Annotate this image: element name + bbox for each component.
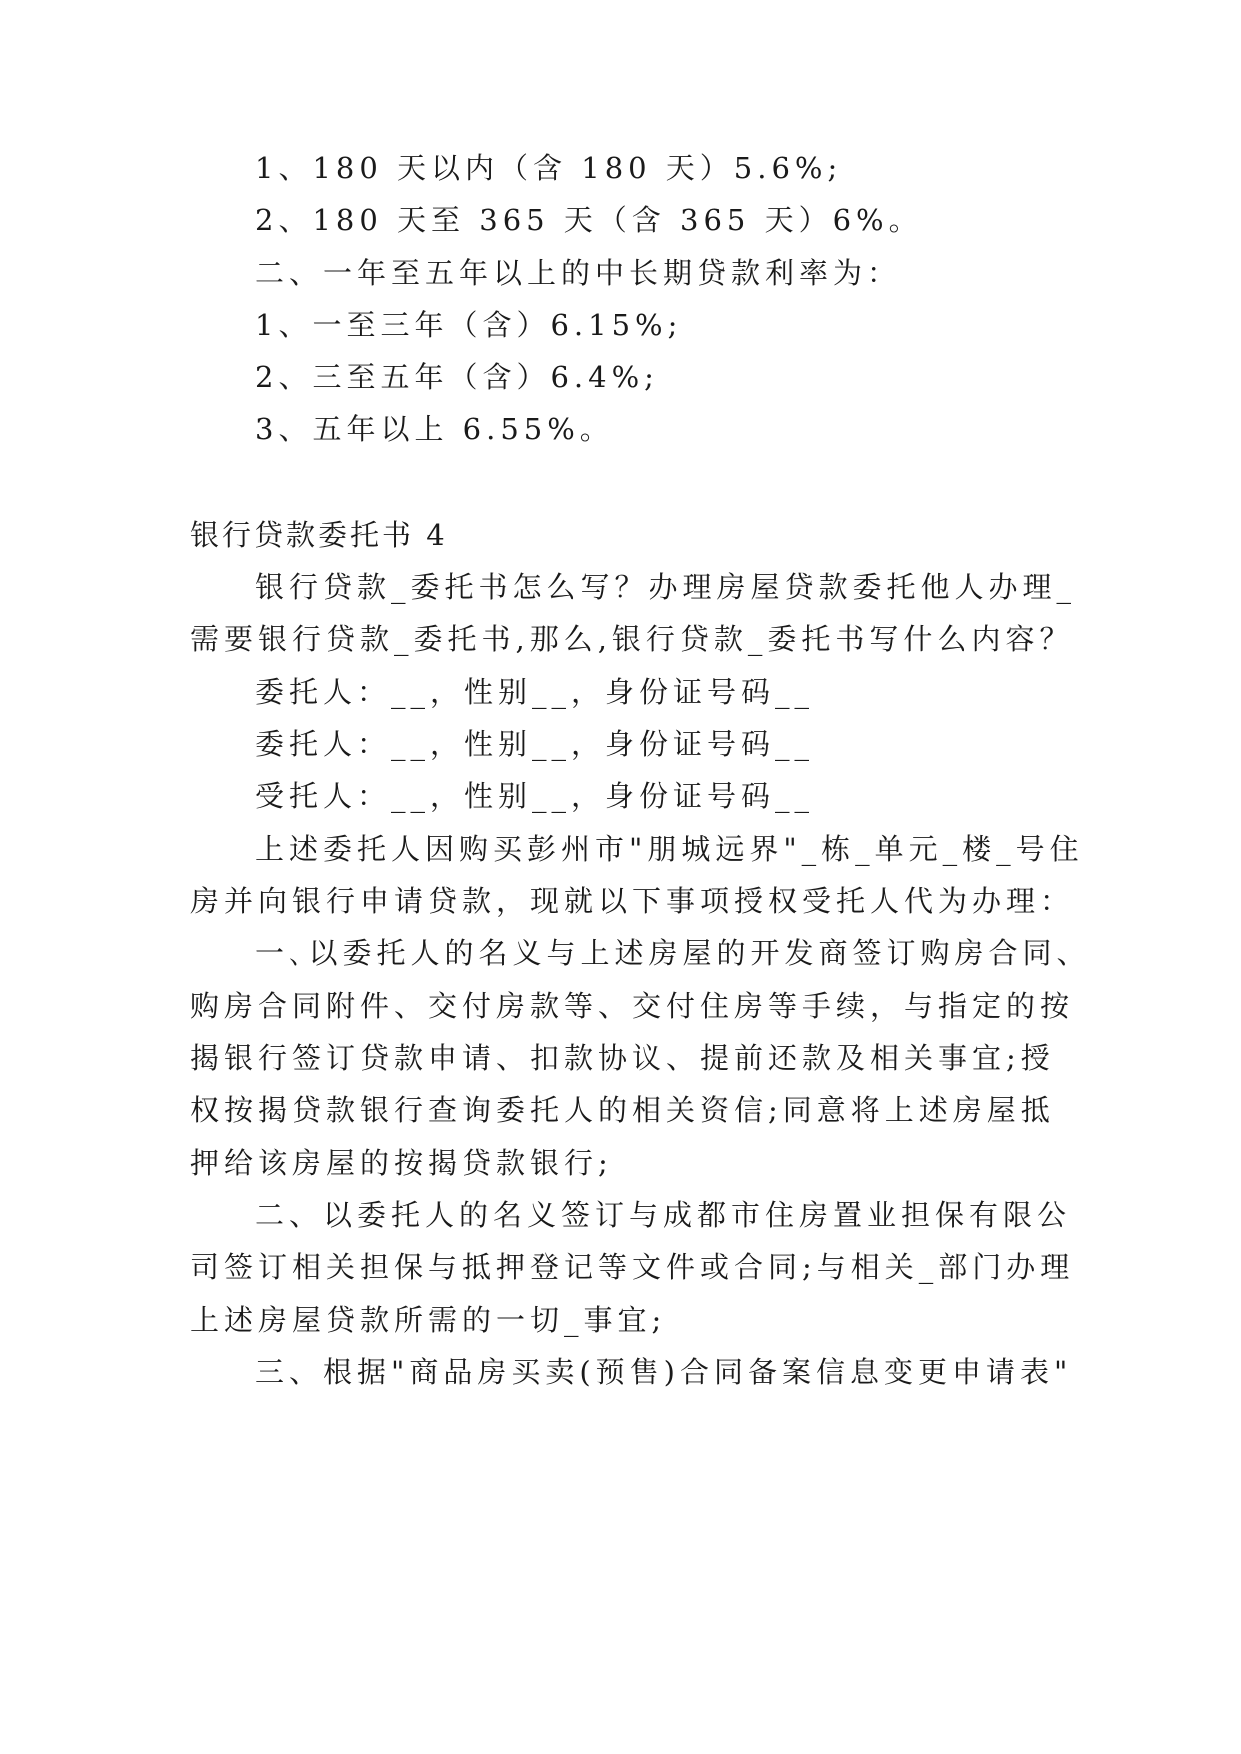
paragraph-2-line-1: 一､以委托人的名义与上述房屋的开发商签订购房合同、 bbox=[255, 936, 1091, 970]
rate-item-short-2: 2、180 天至 365 天（含 365 天）6%。 bbox=[255, 203, 923, 237]
principal-field-1: 委托人：__，性别__，身份证号码__ bbox=[255, 675, 815, 709]
section-title: 银行贷款委托书 4 bbox=[190, 518, 448, 552]
rate-item-long-2: 2、三至五年（含）6.4%; bbox=[255, 360, 659, 394]
paragraph-2-line-5: 押给该房屋的按揭贷款银行; bbox=[190, 1146, 613, 1180]
rate-item-long-1: 1、一至三年（含）6.15%; bbox=[255, 308, 683, 342]
rate-item-short-1: 1、180 天以内（含 180 天）5.6%; bbox=[255, 151, 843, 185]
intro-line-1: 银行贷款_委托书怎么写？办理房屋贷款委托他人办理_ bbox=[255, 570, 1077, 604]
paragraph-2-line-4: 权按揭贷款银行查询委托人的相关资信;同意将上述房屋抵 bbox=[190, 1093, 1055, 1127]
rate-heading-long-term: 二、一年至五年以上的中长期贷款利率为： bbox=[255, 256, 902, 290]
rate-item-long-3: 3、五年以上 6.55%。 bbox=[255, 412, 614, 446]
paragraph-1-line-1: 上述委托人因购买彭州市"朋城远界"_栋_单元_楼_号住 bbox=[255, 832, 1084, 866]
paragraph-2-line-2: 购房合同附件、交付房款等、交付住房等手续，与指定的按 bbox=[190, 989, 1075, 1023]
paragraph-4-line-1: 三、根据"商品房买卖(预售)合同备案信息变更申请表" bbox=[255, 1355, 1073, 1389]
paragraph-2-line-3: 揭银行签订贷款申请、扣款协议、提前还款及相关事宜;授 bbox=[190, 1041, 1055, 1075]
intro-line-2: 需要银行贷款_委托书,那么,银行贷款_委托书写什么内容？ bbox=[190, 622, 1074, 656]
paragraph-3-line-3: 上述房屋贷款所需的一切_事宜; bbox=[190, 1303, 667, 1337]
agent-field: 受托人：__，性别__，身份证号码__ bbox=[255, 779, 815, 813]
paragraph-1-line-2: 房并向银行申请贷款，现就以下事项授权受托人代为办理： bbox=[190, 884, 1075, 918]
principal-field-2: 委托人：__，性别__，身份证号码__ bbox=[255, 727, 815, 761]
paragraph-3-line-1: 二、以委托人的名义签订与成都市住房置业担保有限公 bbox=[255, 1198, 1072, 1232]
paragraph-3-line-2: 司签订相关担保与抵押登记等文件或合同;与相关_部门办理 bbox=[190, 1250, 1075, 1284]
